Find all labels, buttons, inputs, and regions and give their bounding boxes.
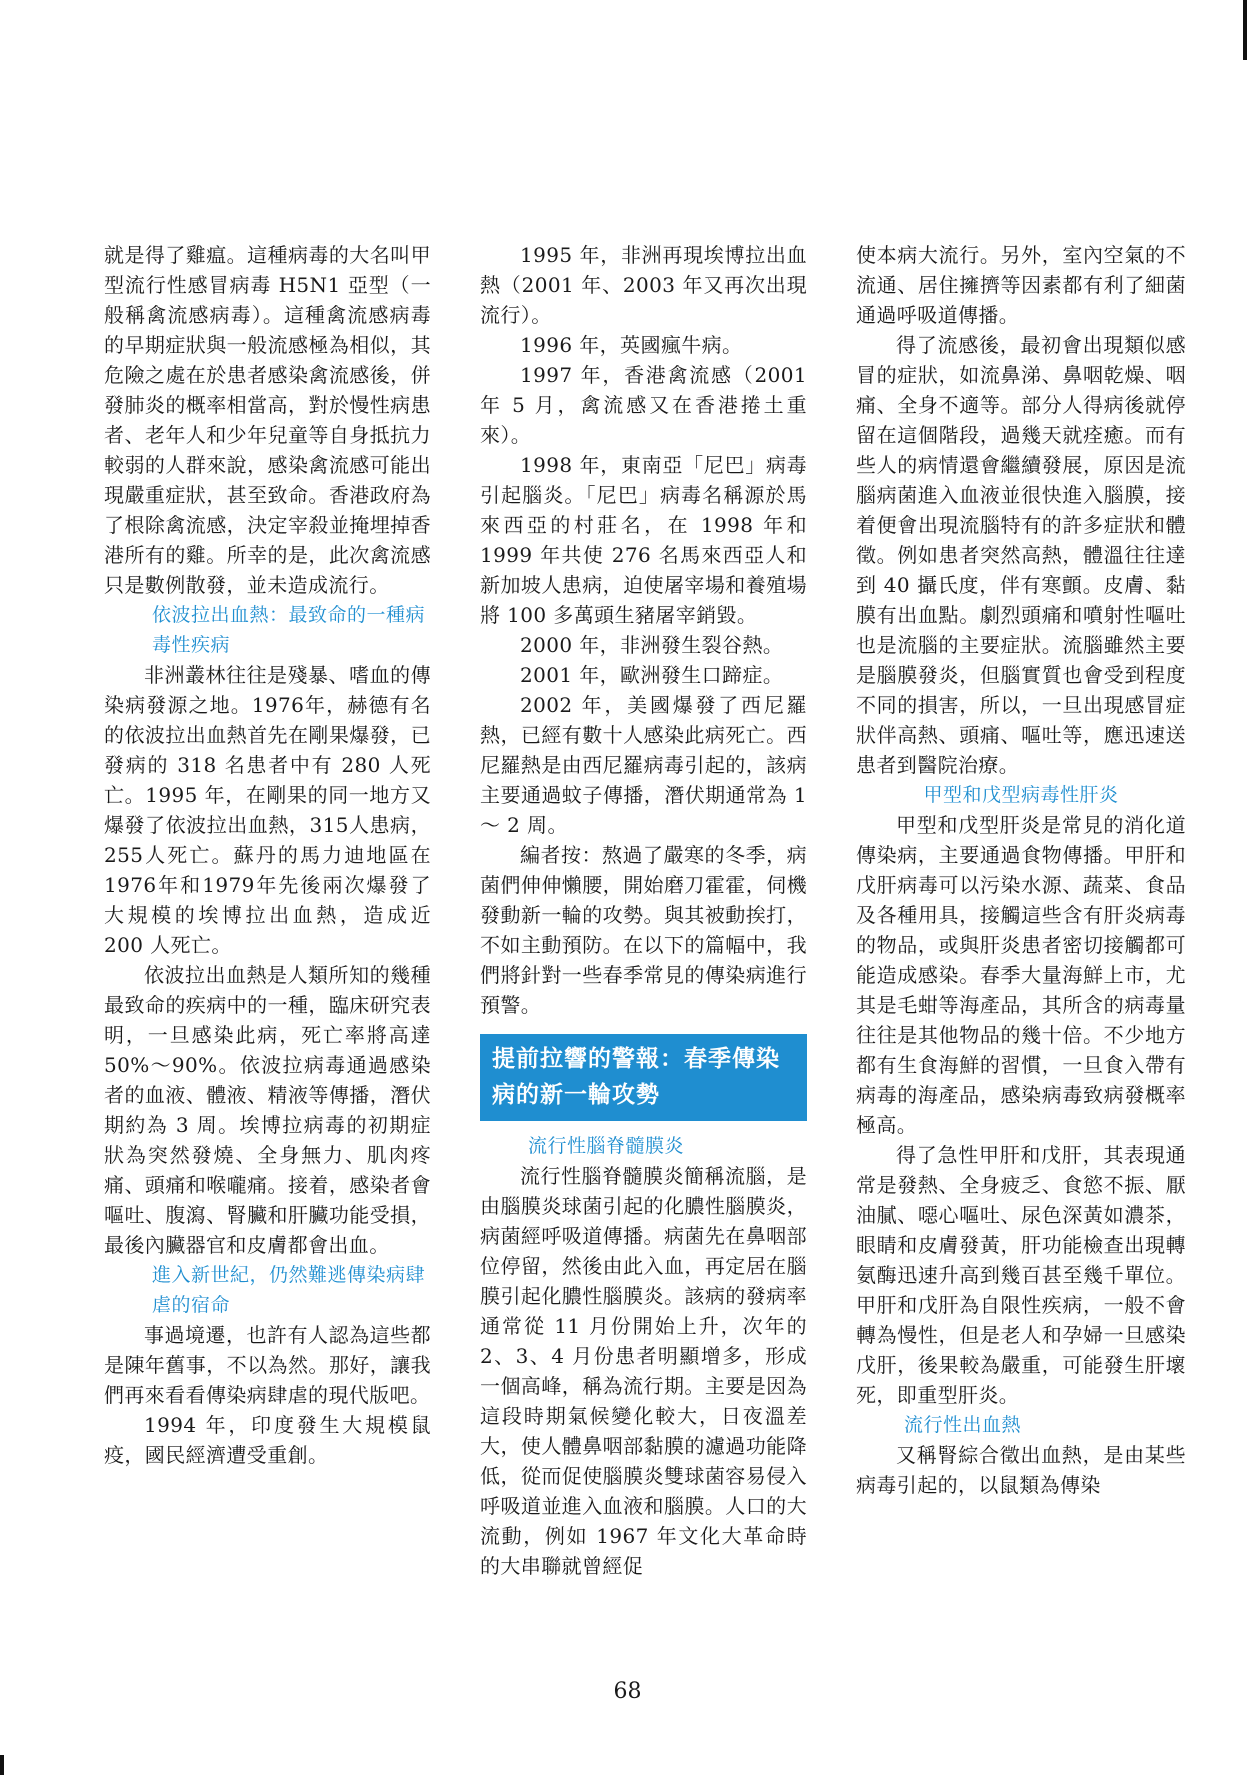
page-number: 68 xyxy=(613,1679,642,1704)
paragraph: 1996 年，英國瘋牛病。 xyxy=(520,333,743,357)
paragraph: 2002 年，美國爆發了西尼羅熱，已經有數十人感染此病死亡。西尼羅熱是由西尼羅病毒引起的，該病主要通過蚊子傳播，潛伏期通常為 1 ～ 2 周。 xyxy=(480,693,807,837)
paragraph: 得了急性甲肝和戊肝，其表現通常是發熱、全身疲乏、食慾不振、厭油膩、噁心嘔吐、尿色深黃如濃茶，眼睛和皮膚發黃，肝功能檢查出現轉氨酶迅速升高到幾百甚至幾千單位。甲肝和戊肝為自限性疾病，一般不會轉為慢性，但是老人和孕婦一旦感染戊肝，後果較為嚴重，可能發生肝壞死，即重型肝炎。 xyxy=(856,1143,1186,1407)
column-1 xyxy=(104,240,431,1470)
paragraph: 又稱腎綜合徵出血熱，是由某些病毒引起的，以鼠類為傳染 xyxy=(856,1443,1186,1497)
section-heading: 流行性出血熱 xyxy=(904,1414,1022,1436)
paragraph: 就是得了雞瘟。這種病毒的大名叫甲型流行性感冒病毒 H5N1 亞型（一般稱禽流感病毒）。這種禽流感病毒的早期症狀與一般流感極為相似，其危險之處在於患者感染禽流感後，併發肺炎的概率相當高，對於慢性病患者、老年人和少年兒童等自身抵抗力較弱的人群來說，感染禽流感可能出現嚴重症狀，甚至致命。香港政府為了根除禽流感，決定宰殺並掩埋掉香港所有的雞。所幸的是，此次禽流感只是數例散發，並未造成流行。 xyxy=(104,243,431,597)
paragraph: 2001 年，歐洲發生口蹄症。 xyxy=(520,663,784,687)
section-banner: 提前拉響的警報：春季傳染病的新一輪攻勢 xyxy=(480,1034,807,1121)
paragraph: 1995 年，非洲再現埃博拉出血熱（2001 年、2003 年又再次出現流行）。 xyxy=(480,243,807,327)
paragraph: 得了流感後，最初會出現類似感冒的症狀，如流鼻涕、鼻咽乾燥、咽痛、全身不適等。部分人得病後就停留在這個階段，過幾天就痊癒。而有些人的病情還會繼續發展，原因是流腦病菌進入血液並很快進入腦膜，接着便會出現流腦特有的許多症狀和體徵。例如患者突然高熱，體溫往往達到 40 攝氏度，伴有寒顫。皮膚、黏膜有出血點。劇烈頭痛和噴射性嘔吐也是流腦的主要症狀。流腦雖然主要是腦膜發炎，但腦實質也會受到程度不同的損害，所以，一旦出現感冒症狀伴高熱、頭痛、嘔吐等，應迅速送患者到醫院治療。 xyxy=(856,333,1186,777)
section-heading: 依波拉出血熱：最致命的一種病毒性疾病 xyxy=(152,604,426,656)
paragraph: 使本病大流行。另外，室內空氣的不流通、居住擁擠等因素都有利了細菌通過呼吸道傳播。 xyxy=(856,243,1186,327)
paragraph: 非洲叢林往往是殘暴、嗜血的傳染病發源之地。1976年，赫德有名的依波拉出血熱首先在剛果爆發，已發病的 318 名患者中有 280 人死亡。1995 年，在剛果的同一地方又爆發了依波拉出血熱，315人患病，255人死亡。蘇丹的馬力迪地區在1976年和1979年先後兩次爆發了大規模的埃博拉出血熱，造成近 200 人死亡。 xyxy=(104,663,431,957)
column-2 xyxy=(480,240,807,1581)
paragraph: 流行性腦脊髓膜炎簡稱流腦，是由腦膜炎球菌引起的化膿性腦膜炎，病菌經呼吸道傳播。病菌先在鼻咽部位停留，然後由此入血，再定居在腦膜引起化膿性腦膜炎。該病的發病率通常從 11 月份開始上升，次年的 2、3、4 月份患者明顯增多，形成一個高峰，稱為流行期。主要是因為這段時期氣候變化較大，日夜溫差大，使人體鼻咽部黏膜的濾過功能降低，從而促使腦膜炎雙球菌容易侵入呼吸道並進入血液和腦膜。人口的大流動，例如 1967 年文化大革命時的大串聯就曾經促 xyxy=(480,1164,807,1578)
paragraph: 2000 年，非洲發生裂谷熱。 xyxy=(520,633,784,657)
column-3 xyxy=(856,240,1186,1500)
section-heading: 進入新世紀，仍然難逃傳染病肆虐的宿命 xyxy=(152,1264,426,1316)
paragraph: 事過境遷，也許有人認為這些都是陳年舊事，不以為然。那好，讓我們再來看看傳染病肆虐的現代版吧。 xyxy=(104,1323,431,1407)
section-heading: 流行性腦脊髓膜炎 xyxy=(528,1135,685,1157)
scan-mark-top-right xyxy=(1243,0,1247,60)
paragraph: 1994 年，印度發生大規模鼠疫，國民經濟遭受重創。 xyxy=(104,1413,431,1467)
paragraph: 1998 年，東南亞「尼巴」病毒引起腦炎。「尼巴」病毒名稱源於馬來西亞的村莊名，在 1998 年和 1999 年共使 276 名馬來西亞人和新加坡人患病，迫使屠宰場和養殖場將 100 多萬頭生豬屠宰銷毀。 xyxy=(480,453,807,627)
paragraph: 編者按：熬過了嚴寒的冬季，病菌們伸伸懶腰，開始磨刀霍霍，伺機發動新一輪的攻勢。與其被動挨打，不如主動預防。在以下的篇幅中，我們將針對一些春季常見的傳染病進行預警。 xyxy=(480,843,807,1017)
paragraph: 1997 年，香港禽流感（2001 年 5 月，禽流感又在香港捲土重來）。 xyxy=(480,363,807,447)
scan-mark-bottom-left xyxy=(0,1755,4,1775)
paragraph: 依波拉出血熱是人類所知的幾種最致命的疾病中的一種，臨床研究表明，一旦感染此病，死亡率將高達50%～90%。依波拉病毒通過感染者的血液、體液、精液等傳播，潛伏期約為 3 周。埃博拉病毒的初期症狀為突然發燒、全身無力、肌肉疼痛、頭痛和喉嚨痛。接着，感染者會嘔吐、腹瀉、腎臟和肝臟功能受損，最後內臟器官和皮膚都會出血。 xyxy=(104,963,431,1257)
section-heading: 甲型和戊型病毒性肝炎 xyxy=(923,784,1119,806)
paragraph: 甲型和戊型肝炎是常見的消化道傳染病，主要通過食物傳播。甲肝和戊肝病毒可以污染水源、蔬菜、食品及各種用具，接觸這些含有肝炎病毒的物品，或與肝炎患者密切接觸都可能造成感染。春季大量海鮮上市，尤其是毛蚶等海產品，其所含的病毒量往往是其他物品的幾十倍。不少地方都有生食海鮮的習慣，一旦食入帶有病毒的海產品，感染病毒致病發概率極高。 xyxy=(856,813,1186,1137)
